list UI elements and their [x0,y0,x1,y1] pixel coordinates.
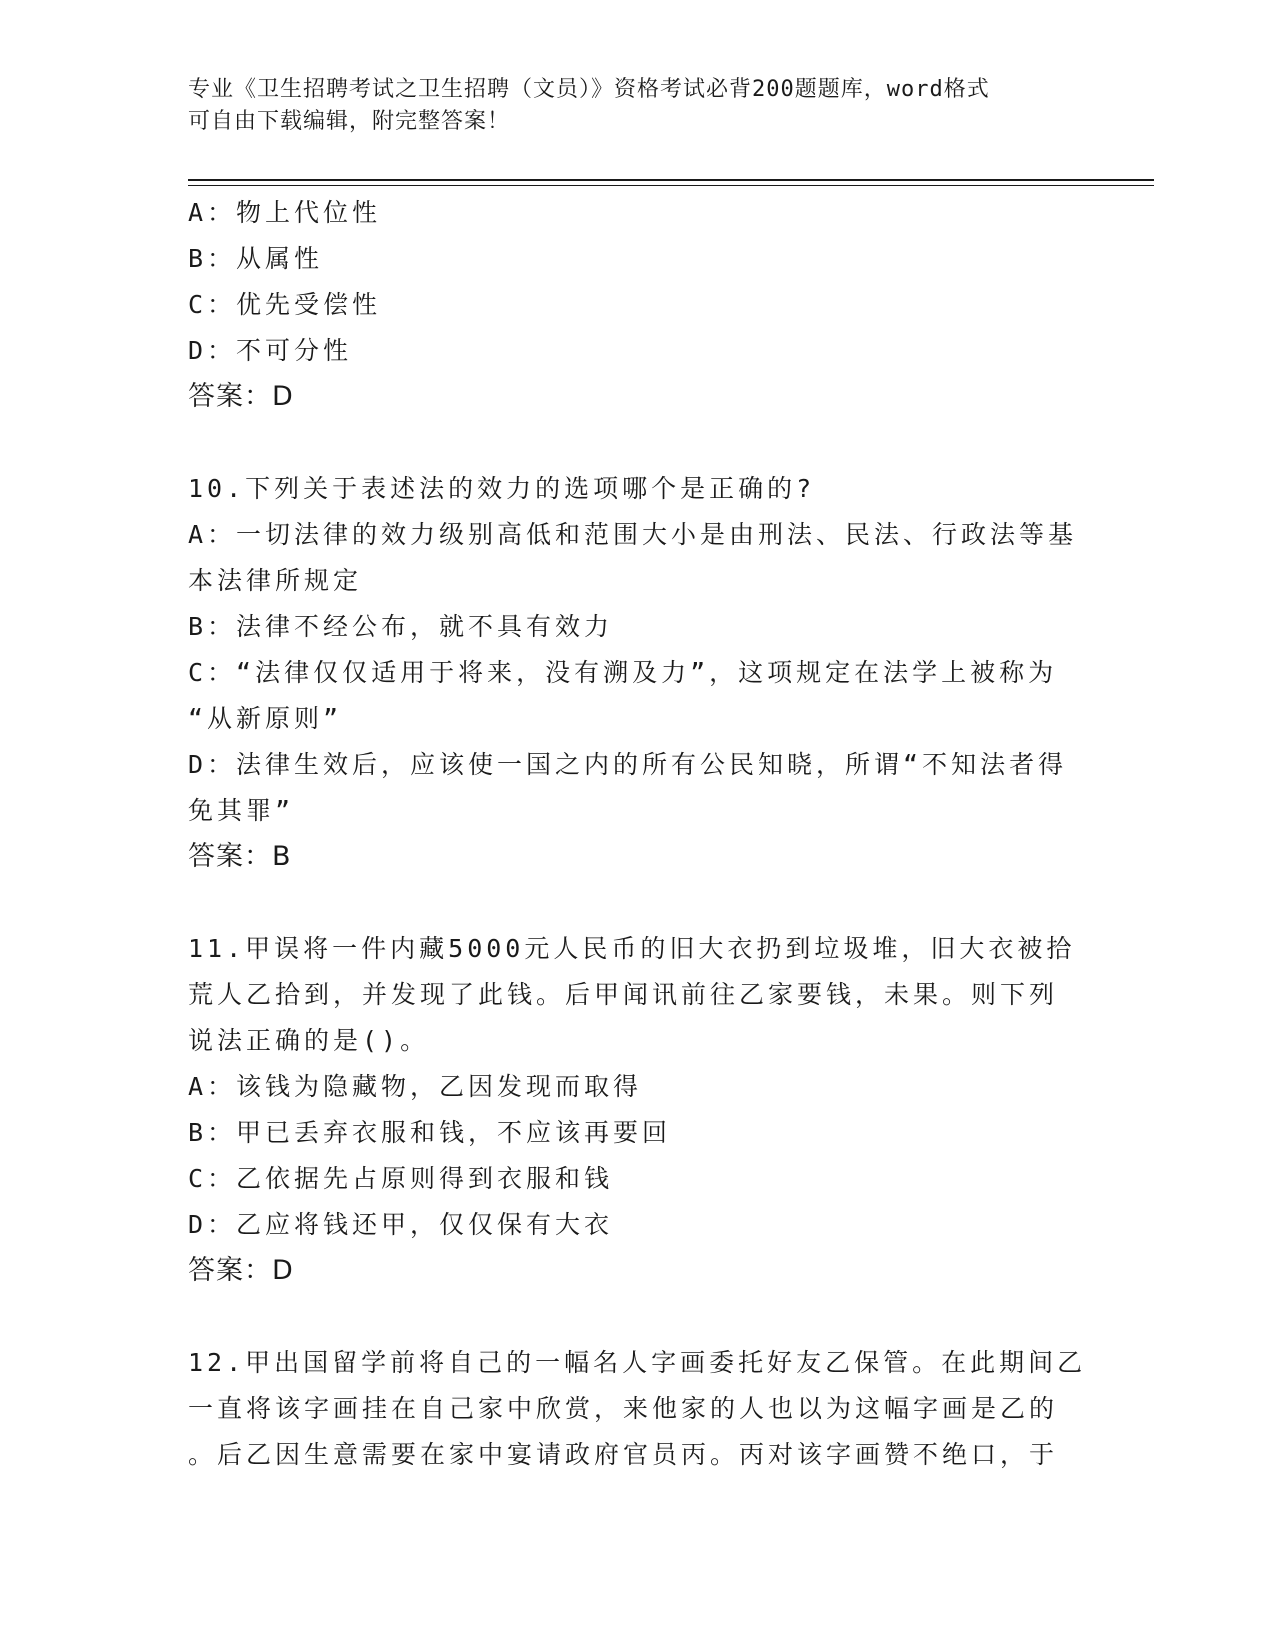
header-divider [188,179,1154,186]
q12-question-line-2: 一直将该字画挂在自己家中欣赏，来他家的人也以为这幅字画是乙的 [188,1394,1059,1423]
q10-option-a-line-2: 本法律所规定 [188,566,363,595]
q11-option-c: C：乙依据先占原则得到衣服和钱 [188,1164,614,1193]
question-9-block [188,190,1088,420]
spacer [188,880,1088,926]
document-body [188,190,1088,1478]
q9-option-b: B：从属性 [188,244,324,273]
q12-question-line-1: 12.甲出国留学前将自己的一幅名人字画委托好友乙保管。在此期间乙 [188,1348,1087,1377]
q11-option-d: D：乙应将钱还甲，仅仅保有大衣 [188,1210,614,1239]
question-10-block [188,466,1088,880]
spacer [188,1294,1088,1340]
q10-option-d-line-1: D：法律生效后，应该使一国之内的所有公民知晓，所谓“不知法者得 [188,750,1068,779]
question-11-block [188,926,1088,1294]
q10-option-b: B：法律不经公布，就不具有效力 [188,612,614,641]
q9-option-a: A：物上代位性 [188,198,382,227]
spacer [188,420,1088,466]
q11-option-a: A：该钱为隐藏物，乙因发现而取得 [188,1072,643,1101]
q11-question-line-2: 荒人乙拾到，并发现了此钱。后甲闻讯前往乙家要钱，未果。则下列 [188,980,1059,1009]
q10-answer: 答案：B [188,841,292,872]
q9-answer: 答案：D [188,381,294,412]
q11-question-line-3: 说法正确的是()。 [188,1026,430,1055]
q9-option-d: D：不可分性 [188,336,353,365]
q10-option-d-line-2: 免其罪” [188,796,295,825]
q9-option-c: C：优先受偿性 [188,290,382,319]
q11-option-b: B：甲已丢弃衣服和钱，不应该再要回 [188,1118,672,1147]
q11-question-line-1: 11.甲误将一件内藏5000元人民币的旧大衣扔到垃圾堆，旧大衣被拾 [188,934,1076,963]
q10-question: 10.下列关于表述法的效力的选项哪个是正确的? [188,474,816,503]
header-title-line-2: 可自由下载编辑，附完整答案！ [188,109,511,134]
q10-option-c-line-1: C：“法律仅仅适用于将来，没有溯及力”，这项规定在法学上被称为 [188,658,1058,687]
header-title-line-1: 专业《卫生招聘考试之卫生招聘（文员）》资格考试必背200题题库，word格式 [188,77,990,102]
q10-option-a-line-1: A：一切法律的效力级别高低和范围大小是由刑法、民法、行政法等基 [188,520,1078,549]
question-12-block [188,1340,1088,1478]
q12-question-line-3: 。后乙因生意需要在家中宴请政府官员丙。丙对该字画赞不绝口，于 [188,1440,1059,1469]
q11-answer: 答案：D [188,1255,294,1286]
q10-option-c-line-2: “从新原则” [188,704,343,733]
document-header [188,74,1068,138]
